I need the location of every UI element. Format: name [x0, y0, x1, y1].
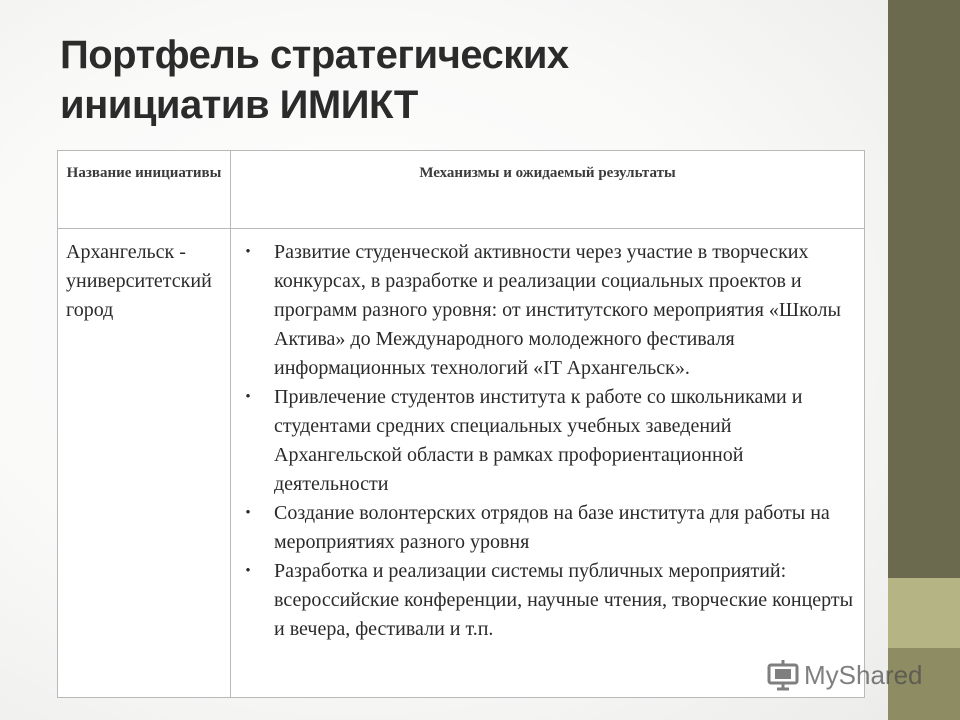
results-list: [241, 238, 856, 644]
list-item-text: Создание волонтерских отрядов на базе института для работы на мероприятиях разного уровня: [274, 502, 830, 553]
bullet-icon: •: [245, 389, 251, 405]
table-header-row: [58, 151, 865, 229]
slide-title: [60, 30, 840, 130]
slide-title-line-2: инициатив ИМИКТ: [60, 83, 418, 127]
list-item: [241, 557, 856, 644]
list-item: [241, 238, 856, 383]
list-item-text: Развитие студенческой активности через участие в творческих конкурсах, в разработке и реализации социальных проектов и программ разного уровня: от институтского мероприятия «Школы Актива» до Международного молодежного фестиваля информационных технологий «IT Архангельск».: [274, 241, 841, 379]
bullet-icon: •: [245, 244, 251, 260]
bullet-icon: •: [245, 563, 251, 579]
table-row: [58, 229, 865, 698]
slideshow-icon: [766, 658, 800, 692]
initiatives-table: [57, 150, 865, 698]
list-item-text: Привлечение студентов института к работе со школьниками и студентами средних специальных учебных заведений Архангельской области в рамках профориентационной деятельности: [274, 386, 803, 495]
side-accent-light: [888, 578, 960, 648]
slide-title-line-1: Портфель стратегических: [60, 33, 569, 77]
list-item: [241, 499, 856, 557]
mechanisms-cell: [231, 229, 865, 698]
list-item: [241, 383, 856, 499]
list-item-text: Разработка и реализации системы публичных мероприятий: всероссийские конференции, научные чтения, творческие концерты и вечера, фестивали и т.п.: [274, 560, 854, 640]
header-initiative-name: Название инициативы: [58, 151, 231, 229]
watermark-text: MyShared: [804, 659, 923, 690]
bullet-icon: •: [245, 505, 251, 521]
header-mechanisms: Механизмы и ожидаемый результаты: [231, 151, 865, 229]
watermark-logo: [766, 655, 923, 695]
initiative-name-cell: Архангельск - университетский город: [58, 229, 231, 698]
